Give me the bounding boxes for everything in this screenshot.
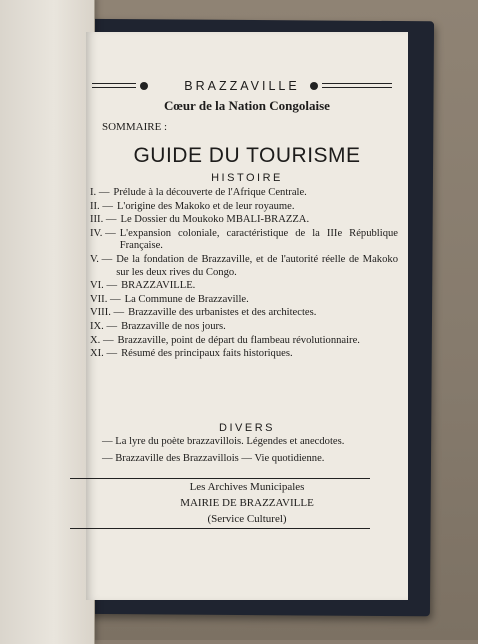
- archives-line: Les Archives Municipales: [189, 481, 305, 493]
- guide-title: GUIDE DU TOURISME: [133, 144, 361, 167]
- item-number: II. —: [90, 200, 113, 212]
- subtitle: Cœur de la Nation Congolaise: [164, 98, 330, 113]
- item-number: VII. —: [90, 293, 121, 305]
- sommaire-label: SOMMAIRE :: [102, 121, 168, 133]
- item-number: I. —: [90, 187, 110, 198]
- list-item: — La lyre du poète brazzavillois. Légendes et anecdotes.: [102, 436, 345, 447]
- list-item: [90, 280, 398, 293]
- document-page: [86, 32, 408, 600]
- left-page: [0, 0, 95, 644]
- band-dot-right: [310, 82, 318, 90]
- item-text: BRAZZAVILLE.: [121, 280, 196, 292]
- item-text: Brazzaville de nos jours.: [121, 320, 226, 332]
- item-text: La Commune de Brazzaville.: [124, 293, 249, 305]
- divers-list: [102, 436, 398, 469]
- item-number: XI. —: [90, 348, 118, 360]
- service-line: (Service Culturel): [207, 513, 287, 525]
- item-text: Résumé des principaux faits historiques.: [121, 348, 293, 360]
- item-number: V. —: [90, 253, 113, 265]
- item-number: VIII. —: [90, 307, 125, 319]
- footer-rule-top: [70, 478, 370, 479]
- footer-rule-bottom: [70, 528, 370, 529]
- item-text: De la fondation de Brazzaville, et de l'autorité réelle de Makoko sur les deux rives du Congo.: [116, 253, 398, 278]
- list-item: [90, 348, 398, 361]
- item-number: IV. —: [90, 227, 116, 239]
- list-item: [90, 321, 398, 334]
- item-number: III. —: [90, 214, 117, 226]
- list-item: — Brazzaville des Brazzavillois — Vie quotidienne.: [102, 452, 325, 464]
- list-item: [90, 228, 398, 253]
- item-number: VI. —: [90, 280, 118, 292]
- band-line-right-upper: [322, 83, 392, 84]
- item-text: Prélude à la découverte de l'Afrique Centrale.: [113, 187, 307, 198]
- mairie-line: MAIRIE DE BRAZZAVILLE: [180, 497, 314, 509]
- list-item: [90, 307, 398, 320]
- title-band: [92, 76, 392, 96]
- item-number: X. —: [90, 334, 114, 346]
- city-title: BRAZZAVILLE: [184, 79, 300, 93]
- list-item: [90, 214, 398, 227]
- divers-heading: DIVERS: [219, 422, 275, 434]
- histoire-heading: HISTOIRE: [211, 172, 283, 184]
- item-text: L'origine des Makoko et de leur royaume.: [116, 200, 295, 212]
- list-item: [90, 294, 398, 307]
- item-text: Brazzaville, point de départ du flambeau révolutionnaire.: [117, 334, 360, 346]
- list-item: [90, 335, 398, 348]
- list-item: [90, 187, 398, 200]
- list-item: [90, 201, 398, 214]
- item-number: IX. —: [90, 320, 118, 332]
- histoire-list: [90, 187, 398, 362]
- band-line-right-lower: [322, 87, 392, 88]
- item-text: L'expansion coloniale, caractéristique de la IIIe République Française.: [119, 227, 398, 252]
- item-text: Le Dossier du Moukoko MBALI-BRAZZA.: [120, 214, 310, 226]
- item-text: Brazzaville des urbanistes et des architectes.: [128, 307, 317, 319]
- list-item: [90, 254, 398, 279]
